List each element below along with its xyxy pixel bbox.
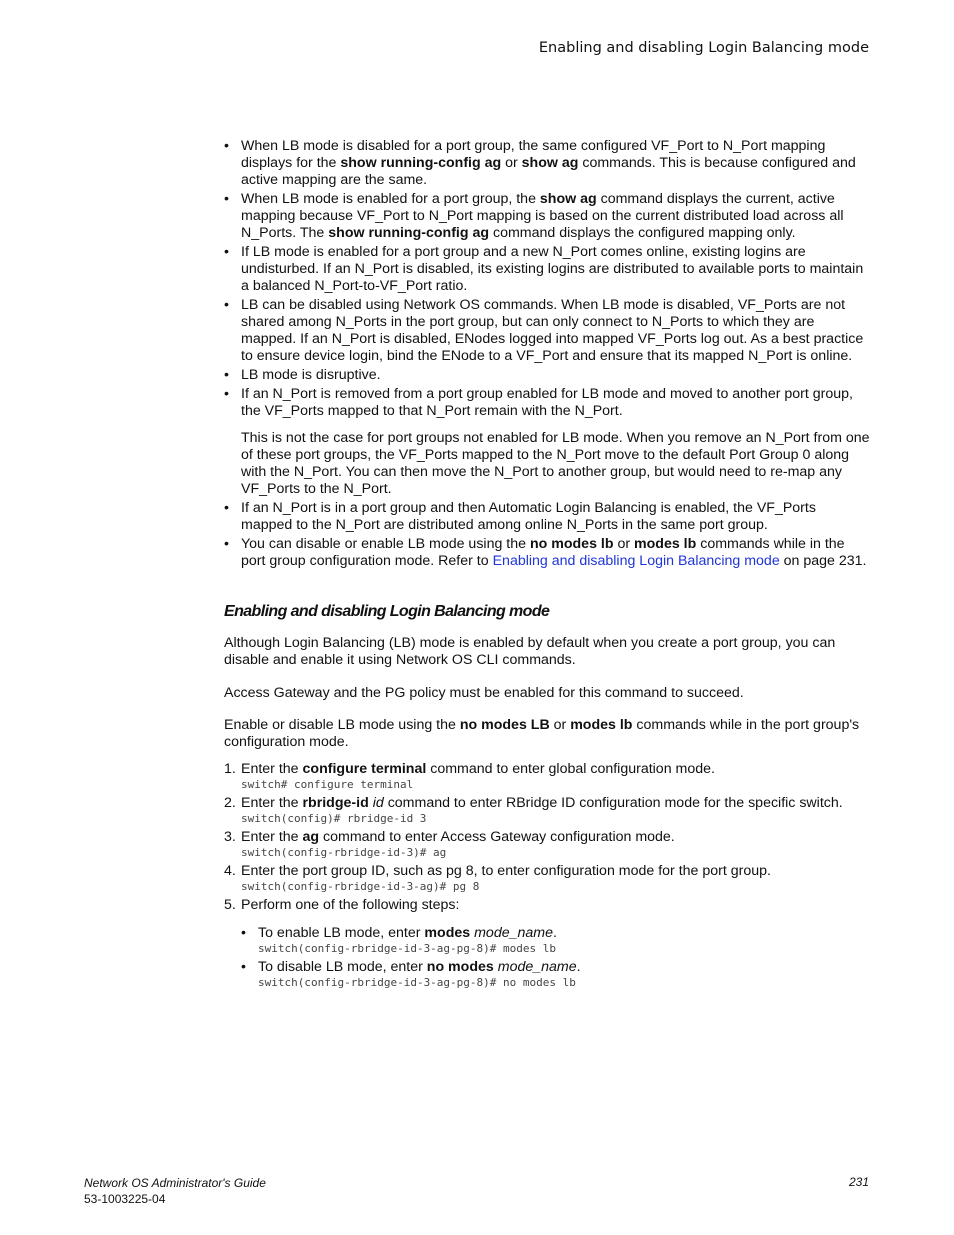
procedure-step — [224, 829, 870, 859]
section-heading: Enabling and disabling Login Balancing mode — [224, 603, 550, 620]
command-keyword: modes lb — [634, 536, 697, 552]
command-keyword: ag — [302, 829, 320, 845]
text-run: Enter the — [241, 795, 303, 811]
footer-guide-title: Network OS Administrator's Guide — [84, 1176, 266, 1190]
procedure-step — [224, 761, 870, 791]
text-run: on page 231. — [779, 553, 867, 569]
note-text — [241, 191, 844, 241]
text-run: LB mode is disruptive. — [241, 367, 381, 383]
step-number: 1. — [224, 761, 236, 777]
note-bullet — [224, 536, 870, 570]
cli-example: switch(config-rbridge-id-3-ag)# pg 8 — [241, 880, 480, 893]
footer-guide-info — [84, 1175, 266, 1207]
procedure-step — [224, 863, 870, 893]
command-keyword: rbridge-id — [302, 795, 369, 811]
text-run: Enter the — [241, 761, 303, 777]
note-bullet — [224, 386, 870, 498]
text-run: command displays the current, active mapping because VF_Port to N_Port mapping is based on the current distributed load across all N_Ports. The — [241, 191, 844, 241]
cli-example: switch(config-rbridge-id-3-ag-pg-8)# modes lb — [258, 942, 557, 955]
cross-reference-link[interactable]: Enabling and disabling Login Balancing mode — [492, 553, 780, 569]
text-run: . — [552, 925, 557, 941]
substep-list — [241, 925, 870, 989]
note-text — [241, 536, 867, 569]
substep — [241, 959, 870, 989]
text-run: command to enter Access Gateway configuration mode. — [319, 829, 675, 845]
text-run: LB can be disabled using Network OS commands. When LB mode is disabled, VF_Ports are not shared among N_Ports in the port group, but can only connect to N_Ports to which they are mapped. If an N_Port is disabled, ENodes logged into mapped VF_Ports log out. As a best practice to ensure device login, bind the ENode to a VF_Port and ensure that its mapped N_Port is online. — [241, 297, 864, 364]
text-run: Enter the port group ID, such as pg 8, to enter configuration mode for the port group. — [241, 863, 771, 879]
step-text — [241, 829, 870, 846]
parameter-placeholder: mode_name — [497, 959, 577, 975]
note-bullet — [224, 500, 870, 534]
intro-paragraph — [224, 635, 870, 669]
note-text — [241, 500, 816, 533]
step-text — [241, 761, 870, 778]
text-run: Access Gateway and the PG policy must be enabled for this command to succeed. — [224, 685, 744, 701]
text-run: When LB mode is enabled for a port group, the — [241, 191, 540, 207]
command-keyword: no modes — [426, 959, 494, 975]
text-run: If an N_Port is in a port group and then Automatic Login Balancing is enabled, the VF_Ports mapped to the N_Port are distributed among online N_Ports in the same port group. — [241, 500, 816, 533]
text-run: Enable or disable LB mode using the — [224, 717, 460, 733]
note-bullet — [224, 367, 870, 384]
note-text — [241, 244, 863, 294]
step-number: 4. — [224, 863, 236, 879]
parameter-placeholder: id — [372, 795, 384, 811]
note-continuation: This is not the case for port groups not enabled for LB mode. When you remove an N_Port from one of these port groups, the VF_Ports mapped to the N_Port move to the default Port Group 0 along with the N_Port. You can then move the N_Port to another group, but would need to re-map any VF_Ports to the N_Port. — [241, 430, 870, 497]
cli-example: switch(config-rbridge-id-3-ag-pg-8)# no modes lb — [258, 976, 576, 989]
note-bullet — [224, 138, 870, 189]
cli-example: switch# configure terminal — [241, 778, 414, 791]
cli-example: switch(config-rbridge-id-3)# ag — [241, 846, 447, 859]
command-keyword: show running-config ag — [340, 155, 502, 171]
procedure-steps — [224, 761, 870, 989]
text-run: Perform one of the following steps: — [241, 897, 460, 913]
prerequisite-paragraph — [224, 685, 870, 702]
note-text — [241, 386, 853, 419]
usage-paragraph — [224, 717, 870, 751]
note-bullet — [224, 244, 870, 295]
step-text — [241, 863, 870, 880]
running-header: Enabling and disabling Login Balancing mode — [538, 40, 869, 56]
notes-bullet-list — [224, 138, 870, 570]
procedure-step — [224, 795, 870, 825]
step-text — [241, 795, 870, 812]
text-run: or — [549, 717, 571, 733]
command-keyword: no modes LB — [459, 717, 550, 733]
text-run: command displays the configured mapping only. — [489, 225, 796, 241]
text-run: To enable LB mode, enter — [258, 925, 425, 941]
text-run: If an N_Port is removed from a port group enabled for LB mode and moved to another port group, the VF_Ports mapped to that N_Port remain with the N_Port. — [241, 386, 853, 419]
text-run: Although Login Balancing (LB) mode is enabled by default when you create a port group, you can disable and enable it using Network OS CLI commands. — [224, 635, 836, 668]
text-run: . — [576, 959, 581, 975]
text-run: You can disable or enable LB mode using the — [241, 536, 530, 552]
note-text — [241, 138, 856, 188]
footer-part-number: 53-1003225-04 — [84, 1192, 166, 1206]
text-run: command to enter RBridge ID configuration mode for the specific switch. — [383, 795, 843, 811]
command-keyword: show running-config ag — [328, 225, 490, 241]
text-run: Enter the — [241, 829, 303, 845]
text-run: commands. This is because configured and active mapping are the same. — [241, 155, 856, 188]
command-keyword: show ag — [521, 155, 579, 171]
footer-page-number: 231 — [848, 1175, 869, 1189]
text-run: If LB mode is enabled for a port group and a new N_Port comes online, existing logins are undisturbed. If an N_Port is disabled, its existing logins are distributed to available ports to maintain a balanced N_Port-to-VF_Port ratio. — [241, 244, 864, 294]
note-bullet — [224, 191, 870, 242]
step-number: 2. — [224, 795, 236, 811]
text-run: commands while in the port group configuration mode. Refer to — [241, 536, 845, 569]
step-number: 5. — [224, 897, 236, 913]
command-keyword: modes lb — [570, 717, 633, 733]
parameter-placeholder: mode_name — [474, 925, 553, 941]
substep — [241, 925, 870, 955]
substep-text — [258, 959, 870, 976]
note-bullet — [224, 297, 870, 365]
note-text — [241, 367, 381, 383]
note-text — [241, 297, 863, 364]
text-run: command to enter global configuration mode. — [426, 761, 715, 777]
command-keyword: no modes lb — [529, 536, 614, 552]
text-run: When LB mode is disabled for a port group, the same configured VF_Port to N_Port mapping displays for the — [241, 138, 826, 171]
text-run: or — [613, 536, 635, 552]
text-run: To disable LB mode, enter — [258, 959, 427, 975]
command-keyword: configure terminal — [302, 761, 427, 777]
command-keyword: show ag — [539, 191, 597, 207]
cli-example: switch(config)# rbridge-id 3 — [241, 812, 427, 825]
text-run: commands while in the port group's configuration mode. — [224, 717, 860, 750]
step-text — [241, 897, 870, 914]
procedure-step — [224, 897, 870, 989]
page-content — [224, 138, 870, 993]
command-keyword: modes — [424, 925, 471, 941]
substep-text — [258, 925, 870, 942]
text-run: or — [501, 155, 522, 171]
step-number: 3. — [224, 829, 236, 845]
